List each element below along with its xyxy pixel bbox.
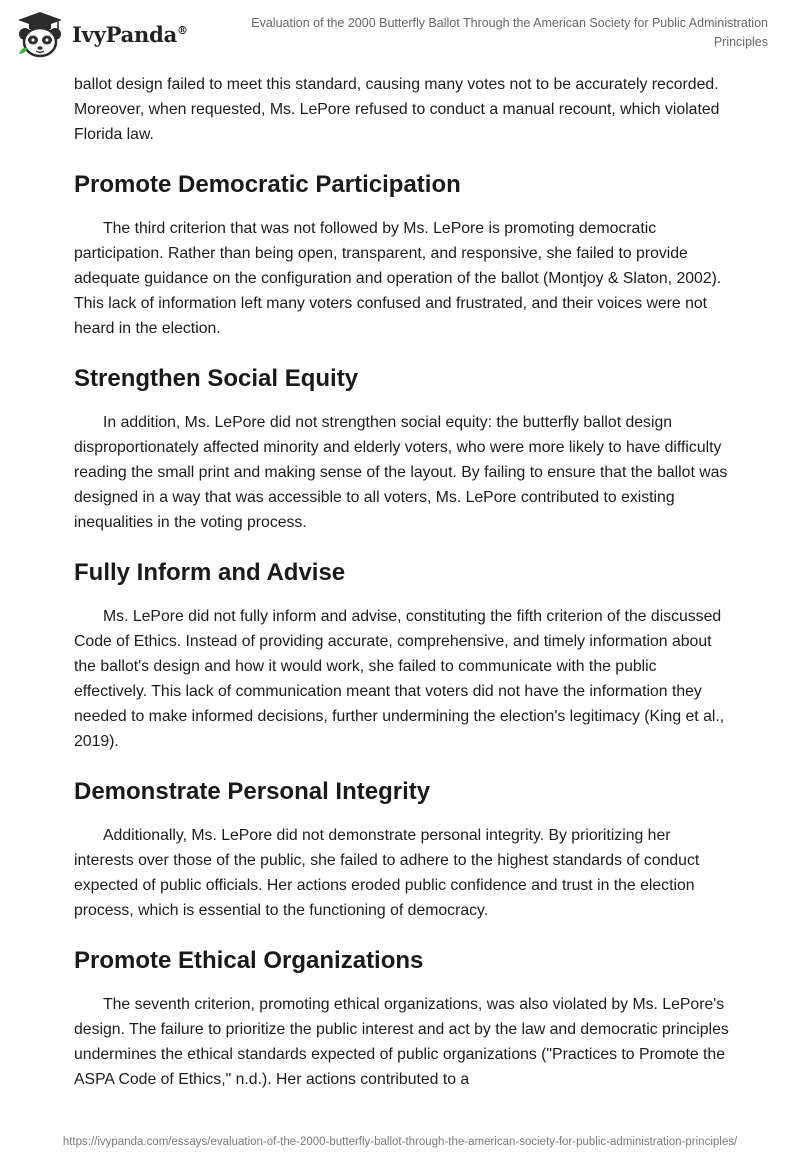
section-heading: Promote Ethical Organizations [74,947,424,974]
panda-graduate-icon [14,8,66,60]
section-heading: Demonstrate Personal Integrity [74,778,431,805]
footer-url[interactable]: https://ivypanda.com/essays/evaluation-of-the-2000-butterfly-ballot-through-the-american-society-for-public-administration-principles/ [62,1136,738,1148]
logo[interactable] [14,8,188,60]
section-heading: Promote Democratic Participation [74,171,461,198]
section-paragraph: The seventh criterion, promoting ethical organizations, was also violated by Ms. LePore's design. The failure to prioritize the public interest and act by the law and democratic principles undermines the ethical standards expected of public organizations ("Practices to Promote the ASPA Code of Ethics," n.d.). Her actions contributed to a [74,996,729,1088]
section-heading: Fully Inform and Advise [74,559,346,586]
section-heading: Strengthen Social Equity [74,365,359,392]
section-paragraph: Ms. LePore did not fully inform and advise, constituting the fifth criterion of the discussed Code of Ethics. Instead of providing accurate, comprehensive, and timely information about the ballot's design and how it would work, she failed to communicate with the public effectively. This lack of communication meant that voters did not have the information they needed to make informed decisions, further undermining the election's legitimacy (King et al., 2019). [74,608,725,750]
intro-paragraph: ballot design failed to meet this standard, causing many votes not to be accurately recorded. Moreover, when requested, Ms. LePore refused to conduct a manual recount, which violated Florida law. [74,76,720,143]
essay-content [74,72,734,1092]
document-title: Evaluation of the 2000 Butterfly Ballot Through the American Society for Public Administration Principles [251,16,768,49]
section-paragraph: Additionally, Ms. LePore did not demonstrate personal integrity. By prioritizing her interests over those of the public, she failed to adhere to the highest standards of conduct expected of public officials. Her actions eroded public confidence and trust in the election process, which is essential to the functioning of democracy. [74,827,700,919]
section-paragraph: In addition, Ms. LePore did not strengthen social equity: the butterfly ballot design disproportionately affected minority and elderly voters, who were more likely to have difficulty reading the small print and making sense of the layout. By failing to ensure that the ballot was designed in a way that was accessible to all voters, Ms. LePore contributed to existing inequalities in the voting process. [74,414,728,531]
page-header [0,0,800,70]
section-paragraph: The third criterion that was not followed by Ms. LePore is promoting democratic participation. Rather than being open, transparent, and responsive, she failed to provide adequate guidance on the configuration and operation of the ballot (Montjoy & Slaton, 2002). This lack of information left many voters confused and frustrated, and their voices were not heard in the election. [74,220,722,337]
logo-text: IvyPanda® [72,21,188,47]
